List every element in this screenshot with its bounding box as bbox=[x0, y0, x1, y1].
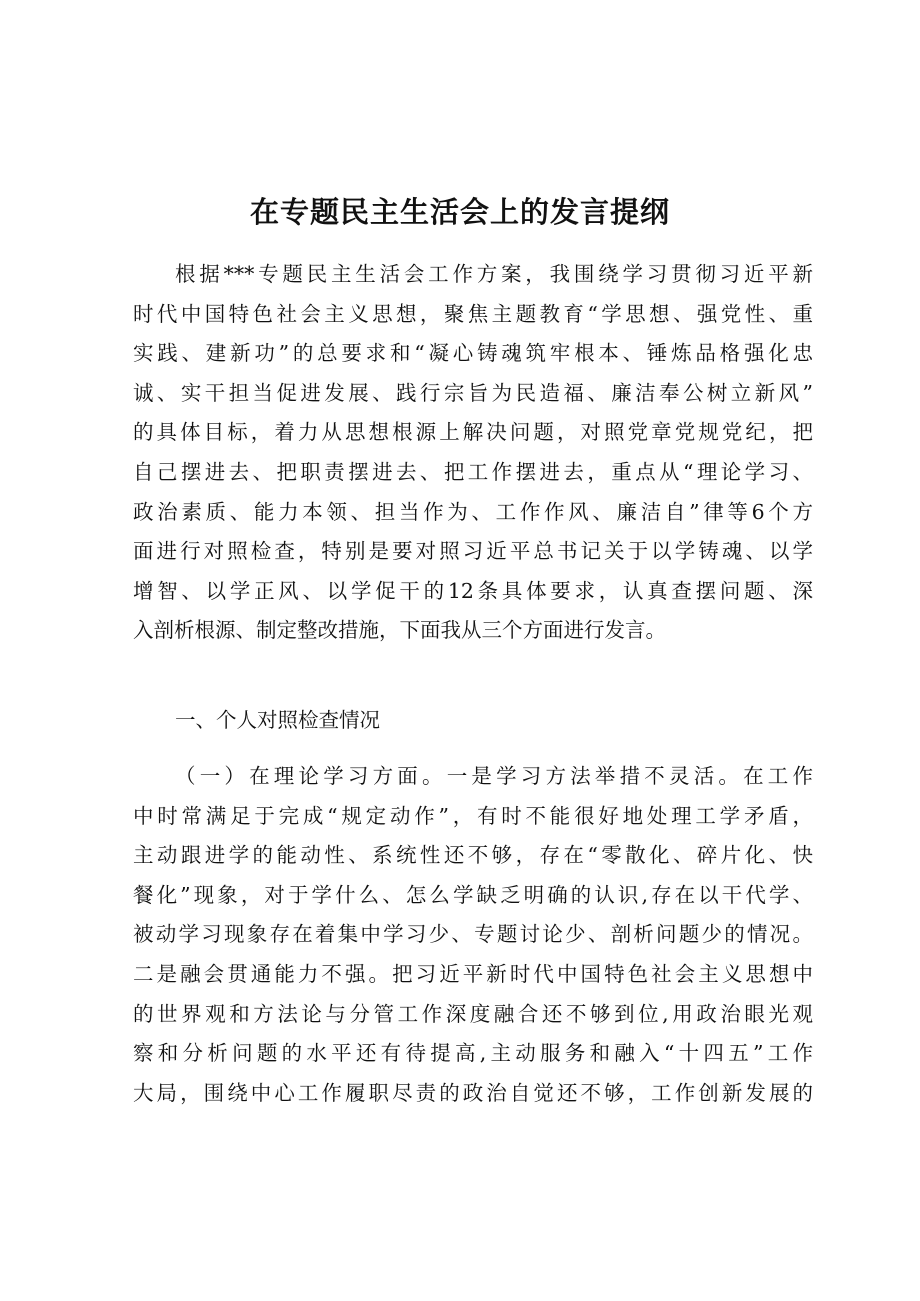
paragraph-line: 时代中国特色社会主义思想，聚焦主题教育“学思想、强党性、重 bbox=[133, 301, 813, 326]
paragraph-line: （一）在理论学习方面。一是学习方法举措不灵活。在工作 bbox=[175, 764, 813, 788]
paragraph-line: 大局，围绕中心工作履职尽责的政治自觉还不够，工作创新发展的 bbox=[133, 1080, 813, 1105]
paragraph-line: 的具体目标，着力从思想根源上解决问题，对照党章党规党纪，把 bbox=[133, 420, 813, 445]
paragraph-line: 面进行对照检查，特别是要对照习近平总书记关于以学铸魂、以学 bbox=[133, 539, 813, 564]
paragraph-line: 自己摆进去、把职责摆进去、把工作摆进去，重点从“理论学习、 bbox=[133, 459, 813, 484]
paragraph-line: 餐化”现象，对于学什么、怎么学缺乏明确的认识,存在以干代学、 bbox=[133, 882, 813, 907]
section-heading: 一、个人对照检查情况 bbox=[175, 708, 380, 732]
intro-paragraph bbox=[133, 255, 813, 651]
paragraph-line: 增智、以学正风、以学促干的12条具体要求，认真查摆问题、深 bbox=[133, 578, 813, 603]
paragraph-line: 诚、实干担当促进发展、践行宗旨为民造福、廉洁奉公树立新风” bbox=[133, 380, 813, 405]
document-title: 在专题民主生活会上的发言提纲 bbox=[249, 195, 670, 229]
paragraph-line: 察和分析问题的水平还有待提高,主动服务和融入“十四五”工作 bbox=[133, 1041, 813, 1066]
paragraph-line: 实践、建新功”的总要求和“凝心铸魂筑牢根本、锤炼品格强化忠 bbox=[133, 341, 813, 366]
paragraph-line: 被动学习现象存在着集中学习少、专题讨论少、剖析问题少的情况。 bbox=[133, 922, 813, 947]
paragraph-line: 入剖析根源、制定整改措施，下面我从三个方面进行发言。 bbox=[133, 618, 666, 643]
paragraph-line: 二是融会贯通能力不强。把习近平新时代中国特色社会主义思想中 bbox=[133, 961, 813, 986]
paragraph-line: 主动跟进学的能动性、系统性还不够，存在“零散化、碎片化、快 bbox=[133, 843, 813, 868]
paragraph-line: 的世界观和方法论与分管工作深度融合还不够到位,用政治眼光观 bbox=[133, 1001, 813, 1026]
paragraph-line: 中时常满足于完成“规定动作”，有时不能很好地处理工学矛盾， bbox=[133, 803, 813, 828]
paragraph-line: 政治素质、能力本领、担当作为、工作作风、廉洁自”律等6个方 bbox=[133, 499, 813, 524]
paragraph-line: 根据***专题民主生活会工作方案，我围绕学习贯彻习近平新 bbox=[175, 262, 813, 286]
section-paragraph bbox=[133, 757, 813, 1113]
